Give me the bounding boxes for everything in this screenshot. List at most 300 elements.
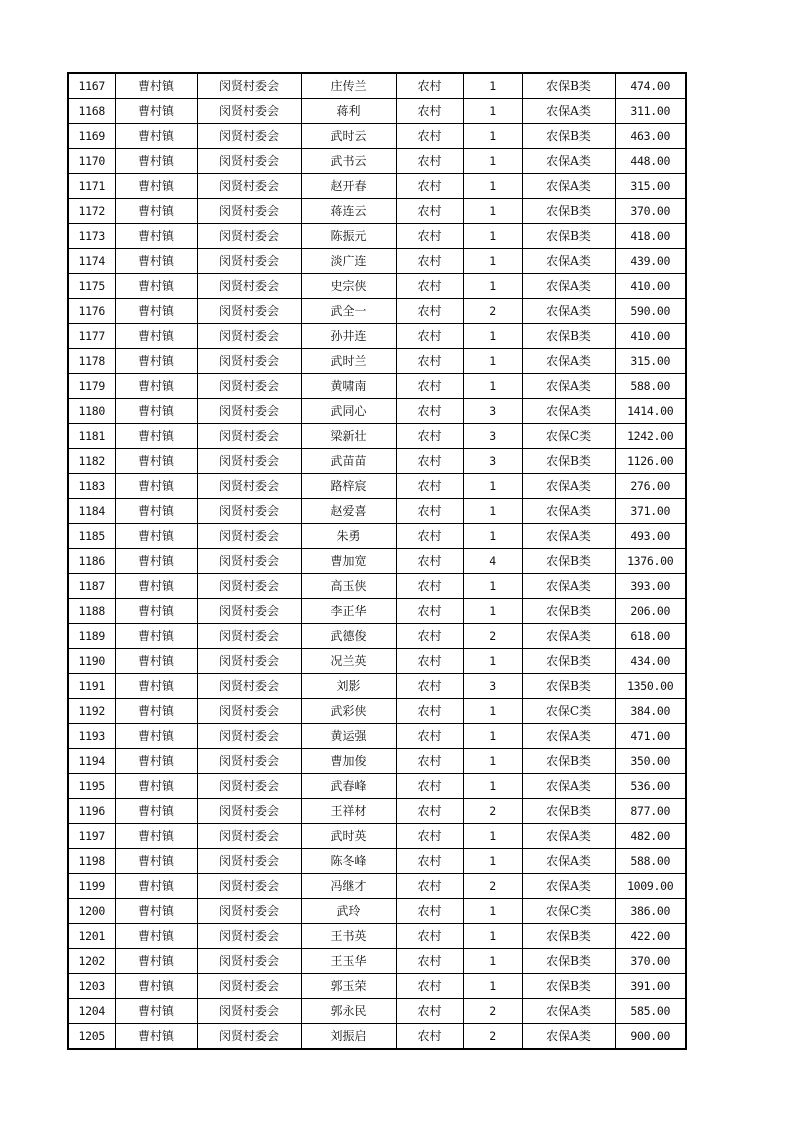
cell-person-count: 1: [463, 824, 522, 849]
cell-amount: 410.00: [615, 324, 686, 349]
cell-person-count: 1: [463, 924, 522, 949]
cell-village: 闵贤村委会: [197, 999, 301, 1024]
cell-town: 曹村镇: [115, 399, 197, 424]
cell-town: 曹村镇: [115, 499, 197, 524]
table-row: [68, 574, 686, 599]
cell-person-count: 1: [463, 474, 522, 499]
cell-village: 闵贤村委会: [197, 449, 301, 474]
cell-town: 曹村镇: [115, 849, 197, 874]
cell-person-count: 3: [463, 399, 522, 424]
cell-amount: 900.00: [615, 1024, 686, 1050]
subsidy-table: [67, 72, 687, 1050]
cell-person-count: 1: [463, 324, 522, 349]
cell-person-count: 1: [463, 374, 522, 399]
cell-name: 蒋连云: [301, 199, 396, 224]
cell-name: 朱勇: [301, 524, 396, 549]
table-row: [68, 124, 686, 149]
cell-name: 史宗侠: [301, 274, 396, 299]
cell-amount: 1009.00: [615, 874, 686, 899]
cell-name: 武书云: [301, 149, 396, 174]
table-row: [68, 949, 686, 974]
cell-amount: 206.00: [615, 599, 686, 624]
cell-household-type: 农村: [396, 524, 463, 549]
cell-household-type: 农村: [396, 649, 463, 674]
cell-name: 武苗苗: [301, 449, 396, 474]
cell-person-count: 2: [463, 299, 522, 324]
cell-village: 闵贤村委会: [197, 749, 301, 774]
cell-category: 农保A类: [522, 849, 615, 874]
cell-category: 农保B类: [522, 124, 615, 149]
cell-seq: 1202: [68, 949, 115, 974]
cell-household-type: 农村: [396, 674, 463, 699]
cell-village: 闵贤村委会: [197, 474, 301, 499]
cell-town: 曹村镇: [115, 199, 197, 224]
cell-category: 农保A类: [522, 474, 615, 499]
cell-household-type: 农村: [396, 899, 463, 924]
cell-category: 农保B类: [522, 974, 615, 999]
cell-seq: 1203: [68, 974, 115, 999]
cell-person-count: 1: [463, 849, 522, 874]
cell-name: 郭永民: [301, 999, 396, 1024]
cell-village: 闵贤村委会: [197, 699, 301, 724]
cell-person-count: 1: [463, 524, 522, 549]
cell-amount: 463.00: [615, 124, 686, 149]
cell-village: 闵贤村委会: [197, 199, 301, 224]
cell-town: 曹村镇: [115, 99, 197, 124]
cell-town: 曹村镇: [115, 774, 197, 799]
cell-village: 闵贤村委会: [197, 324, 301, 349]
cell-amount: 371.00: [615, 499, 686, 524]
cell-village: 闵贤村委会: [197, 274, 301, 299]
cell-household-type: 农村: [396, 299, 463, 324]
cell-person-count: 1: [463, 699, 522, 724]
cell-seq: 1189: [68, 624, 115, 649]
cell-town: 曹村镇: [115, 274, 197, 299]
cell-category: 农保A类: [522, 499, 615, 524]
cell-seq: 1168: [68, 99, 115, 124]
cell-person-count: 1: [463, 599, 522, 624]
cell-seq: 1205: [68, 1024, 115, 1050]
cell-household-type: 农村: [396, 799, 463, 824]
cell-seq: 1187: [68, 574, 115, 599]
cell-category: 农保B类: [522, 449, 615, 474]
cell-seq: 1174: [68, 249, 115, 274]
cell-village: 闵贤村委会: [197, 724, 301, 749]
table-row: [68, 724, 686, 749]
cell-person-count: 1: [463, 199, 522, 224]
cell-amount: 493.00: [615, 524, 686, 549]
table-row: [68, 499, 686, 524]
cell-village: 闵贤村委会: [197, 599, 301, 624]
cell-household-type: 农村: [396, 274, 463, 299]
cell-household-type: 农村: [396, 624, 463, 649]
cell-town: 曹村镇: [115, 249, 197, 274]
cell-seq: 1181: [68, 424, 115, 449]
cell-town: 曹村镇: [115, 824, 197, 849]
cell-household-type: 农村: [396, 699, 463, 724]
cell-person-count: 2: [463, 1024, 522, 1050]
cell-category: 农保A类: [522, 299, 615, 324]
cell-household-type: 农村: [396, 374, 463, 399]
cell-name: 王玉华: [301, 949, 396, 974]
cell-name: 刘影: [301, 674, 396, 699]
cell-amount: 410.00: [615, 274, 686, 299]
table-row: [68, 73, 686, 99]
cell-amount: 448.00: [615, 149, 686, 174]
cell-amount: 418.00: [615, 224, 686, 249]
cell-category: 农保B类: [522, 324, 615, 349]
cell-amount: 391.00: [615, 974, 686, 999]
cell-amount: 1376.00: [615, 549, 686, 574]
cell-person-count: 2: [463, 624, 522, 649]
table-row: [68, 824, 686, 849]
cell-village: 闵贤村委会: [197, 424, 301, 449]
cell-town: 曹村镇: [115, 73, 197, 99]
table-row: [68, 324, 686, 349]
cell-village: 闵贤村委会: [197, 1024, 301, 1050]
cell-category: 农保A类: [522, 149, 615, 174]
cell-person-count: 2: [463, 799, 522, 824]
cell-village: 闵贤村委会: [197, 824, 301, 849]
cell-amount: 434.00: [615, 649, 686, 674]
cell-seq: 1192: [68, 699, 115, 724]
cell-amount: 877.00: [615, 799, 686, 824]
cell-amount: 439.00: [615, 249, 686, 274]
cell-seq: 1204: [68, 999, 115, 1024]
cell-household-type: 农村: [396, 73, 463, 99]
cell-person-count: 1: [463, 649, 522, 674]
cell-name: 曹加宽: [301, 549, 396, 574]
cell-name: 陈冬峰: [301, 849, 396, 874]
cell-amount: 370.00: [615, 199, 686, 224]
cell-town: 曹村镇: [115, 524, 197, 549]
cell-person-count: 3: [463, 424, 522, 449]
cell-person-count: 1: [463, 73, 522, 99]
cell-amount: 370.00: [615, 949, 686, 974]
cell-name: 武时兰: [301, 349, 396, 374]
cell-name: 王祥材: [301, 799, 396, 824]
cell-name: 淡广连: [301, 249, 396, 274]
cell-amount: 474.00: [615, 73, 686, 99]
cell-seq: 1201: [68, 924, 115, 949]
table-row: [68, 799, 686, 824]
cell-seq: 1186: [68, 549, 115, 574]
cell-category: 农保A类: [522, 624, 615, 649]
cell-town: 曹村镇: [115, 224, 197, 249]
cell-amount: 350.00: [615, 749, 686, 774]
cell-village: 闵贤村委会: [197, 624, 301, 649]
cell-amount: 393.00: [615, 574, 686, 599]
cell-town: 曹村镇: [115, 599, 197, 624]
cell-seq: 1188: [68, 599, 115, 624]
cell-person-count: 2: [463, 874, 522, 899]
cell-village: 闵贤村委会: [197, 174, 301, 199]
cell-person-count: 1: [463, 174, 522, 199]
cell-village: 闵贤村委会: [197, 774, 301, 799]
cell-person-count: 1: [463, 99, 522, 124]
table-row: [68, 549, 686, 574]
cell-person-count: 1: [463, 349, 522, 374]
cell-person-count: 2: [463, 999, 522, 1024]
cell-village: 闵贤村委会: [197, 674, 301, 699]
cell-name: 李正华: [301, 599, 396, 624]
cell-seq: 1197: [68, 824, 115, 849]
table-row: [68, 999, 686, 1024]
cell-village: 闵贤村委会: [197, 349, 301, 374]
cell-village: 闵贤村委会: [197, 149, 301, 174]
cell-household-type: 农村: [396, 999, 463, 1024]
cell-town: 曹村镇: [115, 899, 197, 924]
cell-seq: 1177: [68, 324, 115, 349]
cell-town: 曹村镇: [115, 924, 197, 949]
cell-name: 武玲: [301, 899, 396, 924]
cell-seq: 1171: [68, 174, 115, 199]
cell-person-count: 1: [463, 974, 522, 999]
cell-person-count: 1: [463, 774, 522, 799]
cell-person-count: 1: [463, 224, 522, 249]
table-row: [68, 649, 686, 674]
cell-seq: 1169: [68, 124, 115, 149]
cell-amount: 1242.00: [615, 424, 686, 449]
cell-category: 农保A类: [522, 249, 615, 274]
cell-town: 曹村镇: [115, 149, 197, 174]
cell-seq: 1200: [68, 899, 115, 924]
cell-village: 闵贤村委会: [197, 499, 301, 524]
table-row: [68, 199, 686, 224]
cell-seq: 1198: [68, 849, 115, 874]
cell-amount: 422.00: [615, 924, 686, 949]
table-row: [68, 299, 686, 324]
cell-seq: 1196: [68, 799, 115, 824]
cell-amount: 384.00: [615, 699, 686, 724]
cell-category: 农保A类: [522, 999, 615, 1024]
cell-category: 农保B类: [522, 549, 615, 574]
cell-village: 闵贤村委会: [197, 124, 301, 149]
cell-name: 黄啸南: [301, 374, 396, 399]
cell-category: 农保B类: [522, 224, 615, 249]
cell-name: 高玉侠: [301, 574, 396, 599]
cell-town: 曹村镇: [115, 574, 197, 599]
cell-category: 农保A类: [522, 874, 615, 899]
cell-category: 农保B类: [522, 799, 615, 824]
cell-person-count: 1: [463, 124, 522, 149]
cell-household-type: 农村: [396, 349, 463, 374]
cell-amount: 588.00: [615, 849, 686, 874]
cell-amount: 311.00: [615, 99, 686, 124]
cell-name: 武彩侠: [301, 699, 396, 724]
cell-town: 曹村镇: [115, 949, 197, 974]
cell-town: 曹村镇: [115, 474, 197, 499]
cell-category: 农保A类: [522, 374, 615, 399]
cell-town: 曹村镇: [115, 549, 197, 574]
table-row: [68, 374, 686, 399]
cell-town: 曹村镇: [115, 1024, 197, 1050]
cell-town: 曹村镇: [115, 724, 197, 749]
cell-category: 农保B类: [522, 674, 615, 699]
table-row: [68, 974, 686, 999]
table-row: [68, 524, 686, 549]
cell-seq: 1193: [68, 724, 115, 749]
cell-name: 庄传兰: [301, 73, 396, 99]
table-row: [68, 1024, 686, 1050]
cell-person-count: 4: [463, 549, 522, 574]
table-row: [68, 774, 686, 799]
cell-amount: 1414.00: [615, 399, 686, 424]
cell-village: 闵贤村委会: [197, 524, 301, 549]
cell-seq: 1172: [68, 199, 115, 224]
cell-person-count: 3: [463, 674, 522, 699]
cell-category: 农保B类: [522, 649, 615, 674]
cell-name: 冯继才: [301, 874, 396, 899]
cell-town: 曹村镇: [115, 624, 197, 649]
cell-name: 黄运强: [301, 724, 396, 749]
cell-village: 闵贤村委会: [197, 949, 301, 974]
cell-seq: 1178: [68, 349, 115, 374]
cell-household-type: 农村: [396, 199, 463, 224]
cell-category: 农保B类: [522, 924, 615, 949]
cell-seq: 1173: [68, 224, 115, 249]
cell-seq: 1175: [68, 274, 115, 299]
cell-town: 曹村镇: [115, 699, 197, 724]
cell-name: 武德俊: [301, 624, 396, 649]
cell-household-type: 农村: [396, 174, 463, 199]
table-row: [68, 624, 686, 649]
cell-town: 曹村镇: [115, 324, 197, 349]
cell-household-type: 农村: [396, 449, 463, 474]
cell-household-type: 农村: [396, 849, 463, 874]
cell-category: 农保A类: [522, 524, 615, 549]
cell-amount: 585.00: [615, 999, 686, 1024]
cell-seq: 1183: [68, 474, 115, 499]
cell-name: 赵开春: [301, 174, 396, 199]
cell-village: 闵贤村委会: [197, 799, 301, 824]
cell-household-type: 农村: [396, 149, 463, 174]
cell-category: 农保A类: [522, 824, 615, 849]
table-row: [68, 599, 686, 624]
cell-amount: 618.00: [615, 624, 686, 649]
cell-village: 闵贤村委会: [197, 249, 301, 274]
cell-person-count: 3: [463, 449, 522, 474]
cell-name: 路梓宸: [301, 474, 396, 499]
table-body: [68, 73, 686, 1049]
cell-village: 闵贤村委会: [197, 99, 301, 124]
cell-village: 闵贤村委会: [197, 849, 301, 874]
cell-category: 农保A类: [522, 1024, 615, 1050]
cell-category: 农保C类: [522, 424, 615, 449]
cell-category: 农保C类: [522, 699, 615, 724]
cell-category: 农保A类: [522, 99, 615, 124]
cell-name: 郭玉荣: [301, 974, 396, 999]
table-row: [68, 874, 686, 899]
cell-category: 农保A类: [522, 399, 615, 424]
cell-person-count: 1: [463, 574, 522, 599]
cell-household-type: 农村: [396, 99, 463, 124]
cell-name: 武同心: [301, 399, 396, 424]
cell-amount: 315.00: [615, 349, 686, 374]
table-row: [68, 149, 686, 174]
cell-name: 刘振启: [301, 1024, 396, 1050]
cell-town: 曹村镇: [115, 674, 197, 699]
cell-name: 蒋利: [301, 99, 396, 124]
cell-household-type: 农村: [396, 324, 463, 349]
cell-household-type: 农村: [396, 424, 463, 449]
table-row: [68, 249, 686, 274]
cell-village: 闵贤村委会: [197, 974, 301, 999]
cell-category: 农保B类: [522, 73, 615, 99]
cell-category: 农保A类: [522, 274, 615, 299]
cell-household-type: 农村: [396, 124, 463, 149]
cell-village: 闵贤村委会: [197, 899, 301, 924]
cell-town: 曹村镇: [115, 124, 197, 149]
cell-category: 农保B类: [522, 199, 615, 224]
cell-household-type: 农村: [396, 399, 463, 424]
cell-village: 闵贤村委会: [197, 549, 301, 574]
cell-seq: 1167: [68, 73, 115, 99]
cell-name: 武时云: [301, 124, 396, 149]
cell-seq: 1170: [68, 149, 115, 174]
table-row: [68, 399, 686, 424]
cell-village: 闵贤村委会: [197, 649, 301, 674]
cell-household-type: 农村: [396, 749, 463, 774]
cell-name: 武全一: [301, 299, 396, 324]
table-row: [68, 99, 686, 124]
cell-category: 农保A类: [522, 774, 615, 799]
cell-name: 况兰英: [301, 649, 396, 674]
cell-household-type: 农村: [396, 574, 463, 599]
cell-name: 陈振元: [301, 224, 396, 249]
cell-household-type: 农村: [396, 224, 463, 249]
cell-town: 曹村镇: [115, 374, 197, 399]
table-row: [68, 349, 686, 374]
cell-household-type: 农村: [396, 499, 463, 524]
cell-amount: 536.00: [615, 774, 686, 799]
cell-seq: 1191: [68, 674, 115, 699]
cell-category: 农保A类: [522, 724, 615, 749]
cell-category: 农保B类: [522, 749, 615, 774]
table-row: [68, 849, 686, 874]
table-row: [68, 924, 686, 949]
cell-town: 曹村镇: [115, 174, 197, 199]
cell-person-count: 1: [463, 274, 522, 299]
cell-household-type: 农村: [396, 824, 463, 849]
cell-amount: 1350.00: [615, 674, 686, 699]
cell-household-type: 农村: [396, 249, 463, 274]
cell-village: 闵贤村委会: [197, 73, 301, 99]
cell-town: 曹村镇: [115, 449, 197, 474]
cell-village: 闵贤村委会: [197, 299, 301, 324]
cell-amount: 386.00: [615, 899, 686, 924]
cell-category: 农保C类: [522, 899, 615, 924]
cell-person-count: 1: [463, 249, 522, 274]
cell-household-type: 农村: [396, 874, 463, 899]
cell-seq: 1180: [68, 399, 115, 424]
cell-seq: 1179: [68, 374, 115, 399]
cell-name: 梁新壮: [301, 424, 396, 449]
table-row: [68, 174, 686, 199]
cell-name: 武时英: [301, 824, 396, 849]
cell-seq: 1199: [68, 874, 115, 899]
cell-town: 曹村镇: [115, 974, 197, 999]
cell-town: 曹村镇: [115, 999, 197, 1024]
cell-town: 曹村镇: [115, 299, 197, 324]
cell-seq: 1194: [68, 749, 115, 774]
cell-amount: 588.00: [615, 374, 686, 399]
cell-seq: 1190: [68, 649, 115, 674]
cell-name: 赵爱喜: [301, 499, 396, 524]
cell-seq: 1176: [68, 299, 115, 324]
cell-name: 孙井连: [301, 324, 396, 349]
cell-amount: 482.00: [615, 824, 686, 849]
